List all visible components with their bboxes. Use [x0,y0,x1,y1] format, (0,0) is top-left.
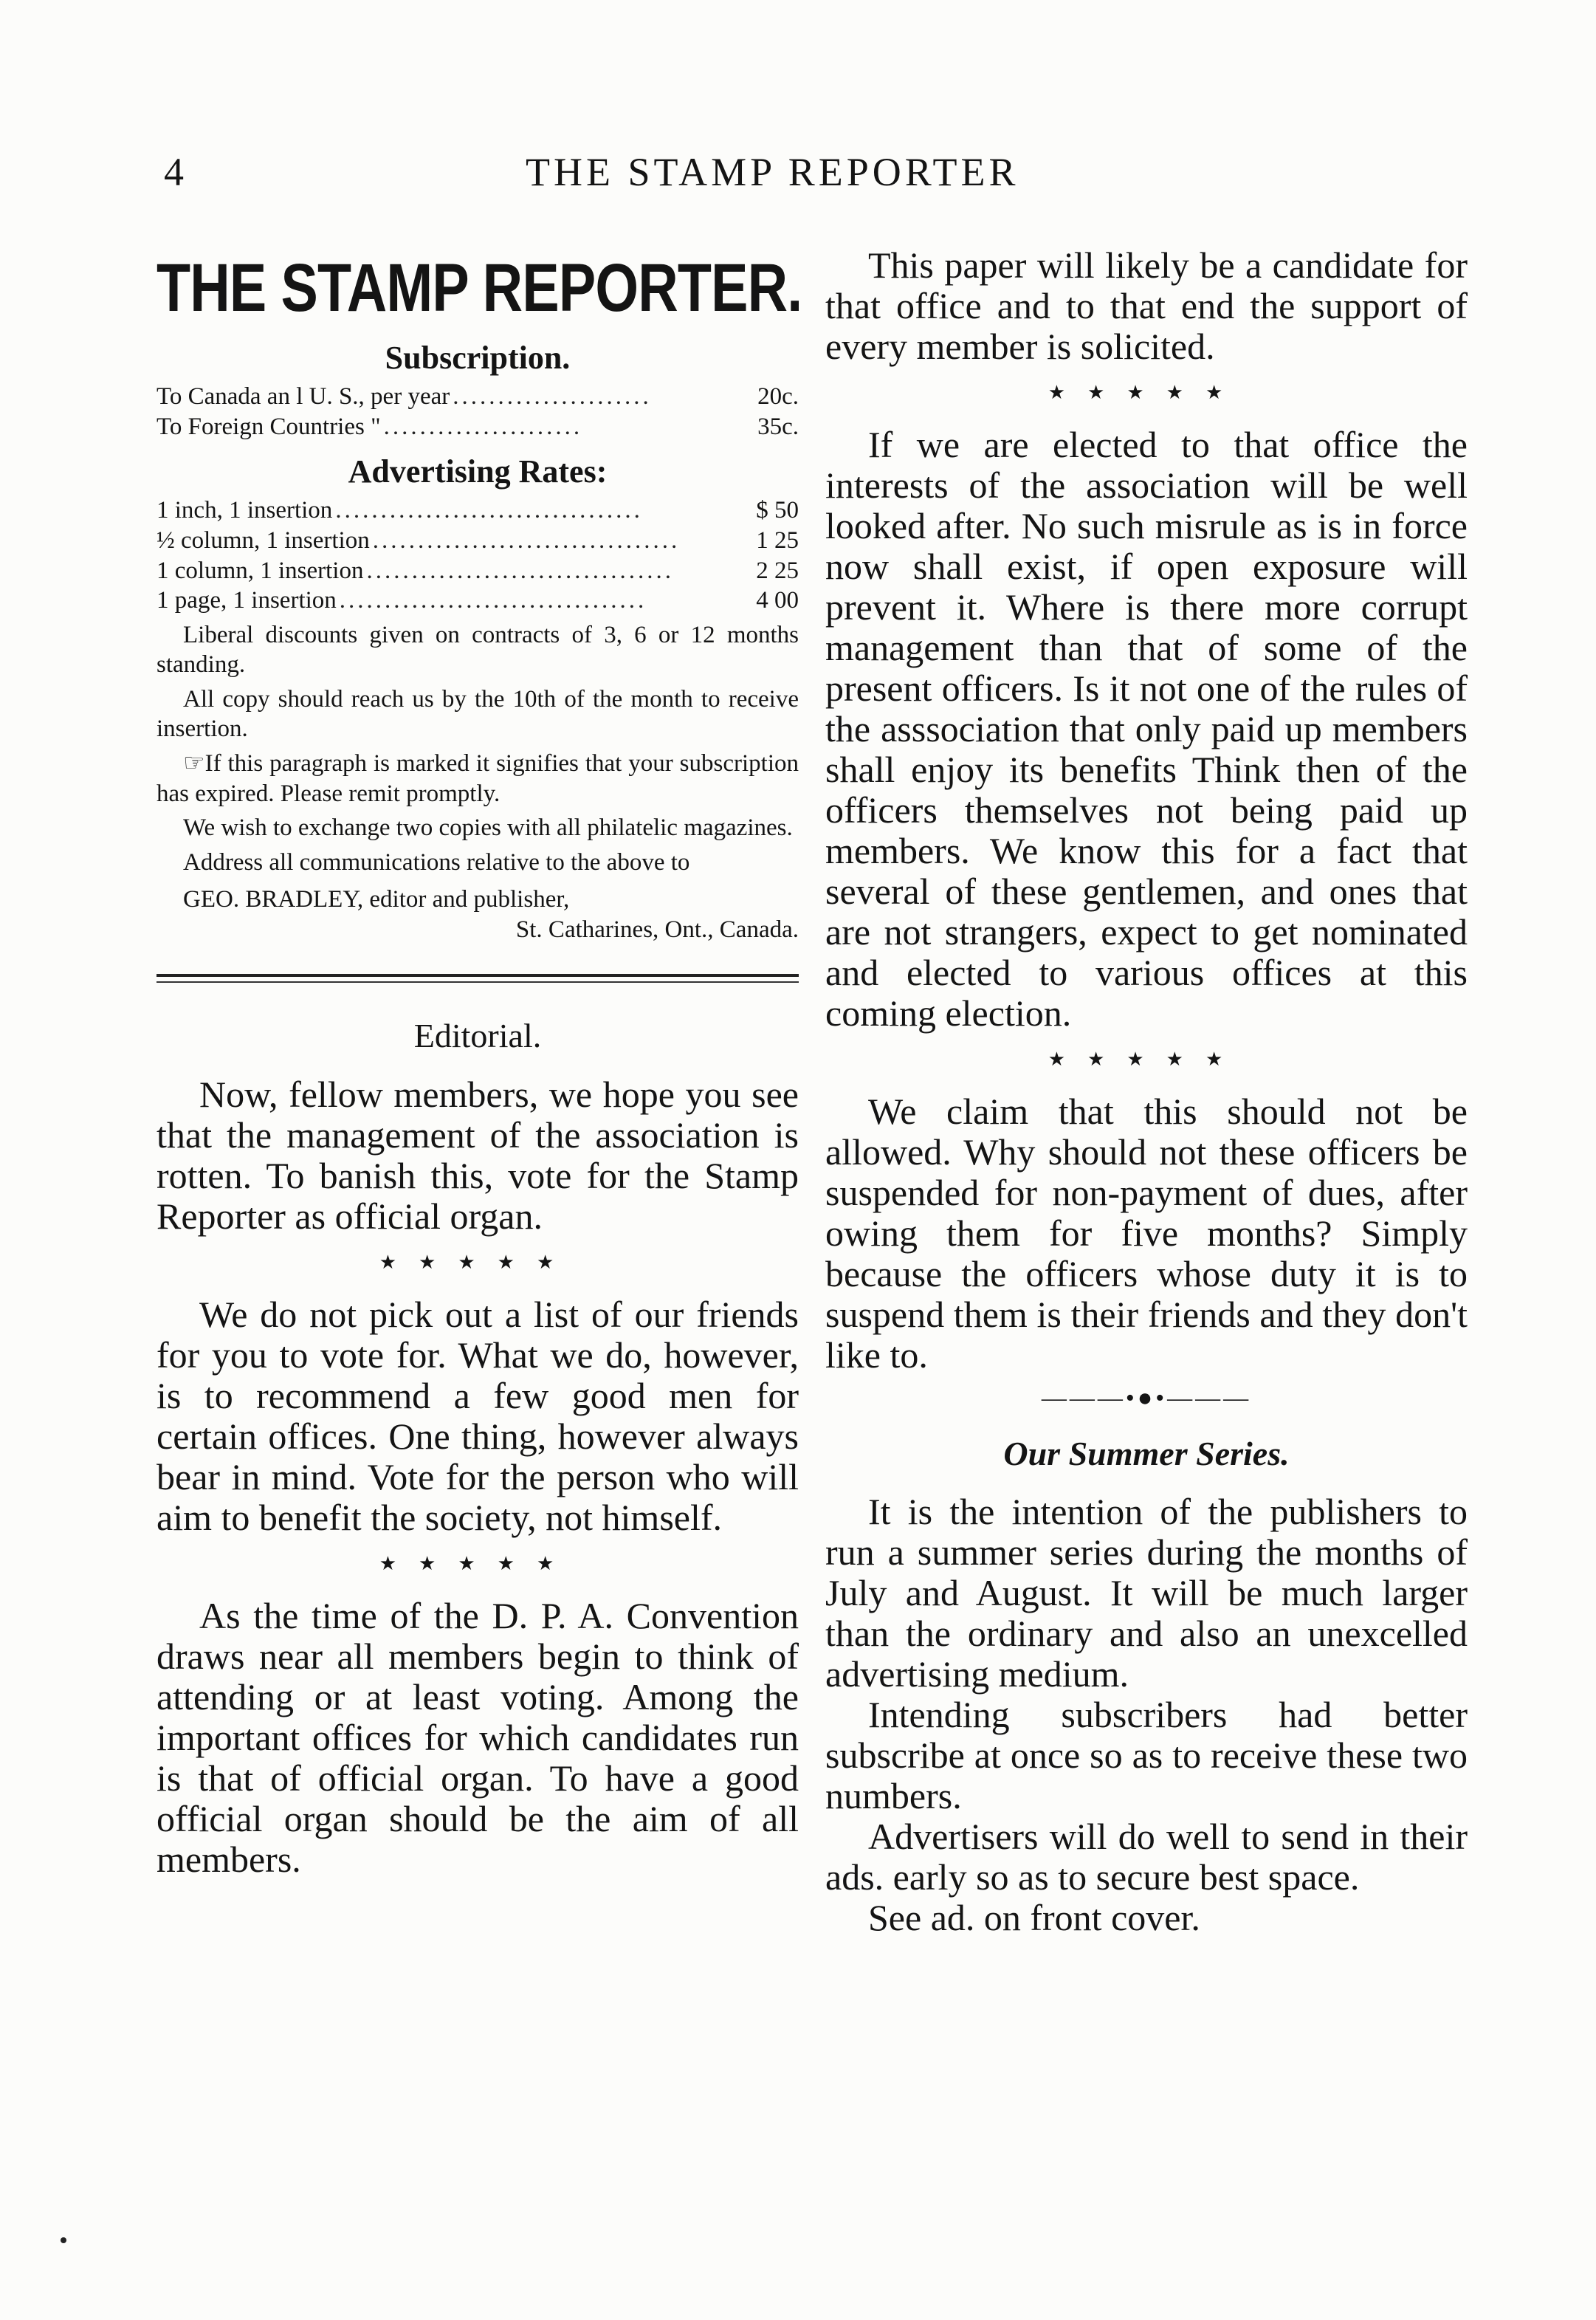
section-divider [156,974,799,983]
summer-paragraph: Advertisers will do well to send in their ads. early so as to secure best space. [825,1816,1468,1898]
subscription-heading: Subscription. [385,339,571,376]
advertising-rates [156,495,799,944]
rate-label: ½ column, 1 insertion [156,526,370,554]
editorial-paragraph: Now, fellow members, we hope you see that the management of the association is rotten. To banish this, vote for the Stamp Reporter as official organ. [156,1073,799,1237]
publisher-name: GEO. BRADLEY, editor and publisher, [183,886,570,913]
advertising-row: 1 page, 1 insertion .................................. 4 00 [156,586,799,616]
editorial-body [156,1074,799,1880]
summer-paragraph: See ad. on front cover. [868,1897,1200,1939]
star-separator: ★★★★★ [379,1552,577,1574]
rate-label: To Foreign Countries " [156,413,381,440]
left-column [156,245,802,1880]
summer-series-body [825,1492,1468,1938]
editorial-heading: Editorial. [413,1017,542,1055]
rates-note: All copy should reach us by the 10th of the month to receive insertion. [156,685,799,743]
rate-amount: 35c. [757,413,799,440]
rates-note: We wish to exchange two copies with all philatelic magazines. [183,814,793,842]
publisher-location: St. Catharines, Ont., Canada. [515,916,799,943]
editorial-paragraph: We do not pick out a list of our friends for you to vote for. What we do, however, is to recommend a few good men for certain offices. One thing, however always bear in mind. Vote for the person who will aim to benefit the society, not himself. [156,1293,799,1538]
advertising-row: 1 column, 1 insertion .................................. 2 25 [156,556,799,586]
rates-note: Address all communications relative to the above to [183,848,690,876]
advertising-heading: Advertising Rates: [348,453,608,490]
ornament-divider: ———•●•——— [1041,1384,1252,1412]
subscription-row: To Foreign Countries " ...................... 35c. [156,412,799,442]
star-separator: ★★★★★ [379,1251,577,1273]
rate-amount: $ 50 [756,497,799,524]
rates-note: Liberal discounts given on contracts of 3, 6 or 12 months standing. [156,621,799,679]
star-separator: ★★★★★ [1048,1049,1245,1070]
editorial-paragraph: This paper will likely be a candidate for that office and to that end the support of every member is solicited. [825,244,1468,367]
right-column [825,245,1468,1938]
print-speck [61,2237,66,2243]
summer-paragraph: Intending subscribers had better subscribe at once so as to receive these two numbers. [825,1694,1468,1817]
star-separator: ★★★★★ [1048,382,1245,403]
rate-amount: 2 25 [756,557,799,584]
summer-series-heading: Our Summer Series. [1003,1435,1290,1472]
rate-label: 1 column, 1 insertion [156,557,364,584]
subscription-rates [156,382,799,442]
advertising-row: ½ column, 1 insertion .................................. 1 25 [156,526,799,556]
editorial-paragraph: If we are elected to that office the interests of the association will be well looked after. No such misrule as is in force now shall exist, if open exposure will prevent it. Where is there more corrupt management than that of some of the present officers. Is it not one of the rules of the asssociation that only paid up members shall enjoy its benefits Think then of the officers themselves not being paid up members. We know this for a fact that several of these gentlemen, and ones that are not strangers, expect to get nominated and elected to various offices at this coming election. [825,424,1468,1034]
rate-amount: 4 00 [756,587,799,614]
rate-label: 1 page, 1 insertion [156,587,337,614]
editorial-continued [825,245,1468,1376]
masthead-title: THE STAMP REPORTER. [156,250,802,326]
rate-label: 1 inch, 1 insertion [156,497,333,524]
editorial-paragraph: As the time of the D. P. A. Convention draws near all members begin to think of attending or at least voting. Among the important offices for which candidates run is that of official organ. To have a good official organ should be the aim of all members. [156,1594,799,1880]
rates-note: ☞If this paragraph is marked it signifies that your subscription has expired. Please remit promptly. [156,749,799,807]
page-number: 4 [164,150,184,194]
summer-paragraph: It is the intention of the publishers to run a summer series during the months of July and August. It will be much larger than the ordinary and also an unexcelled advertising medium. [825,1491,1468,1695]
advertising-row: 1 inch, 1 insertion .................................. $ 50 [156,495,799,526]
subscription-row: To Canada an l U. S., per year ...................... 20c. [156,382,799,412]
editorial-paragraph: We claim that this should not be allowed. Why should not these officers be suspended for non-payment of dues, after owing them for five months? Simply because the officers whose duty it is to suspend them is their friends and they don't like to. [825,1091,1468,1376]
rate-amount: 1 25 [756,526,799,554]
running-title: THE STAMP REPORTER [526,150,1019,194]
rate-label: To Canada an l U. S., per year [156,383,450,411]
rate-amount: 20c. [757,383,799,411]
